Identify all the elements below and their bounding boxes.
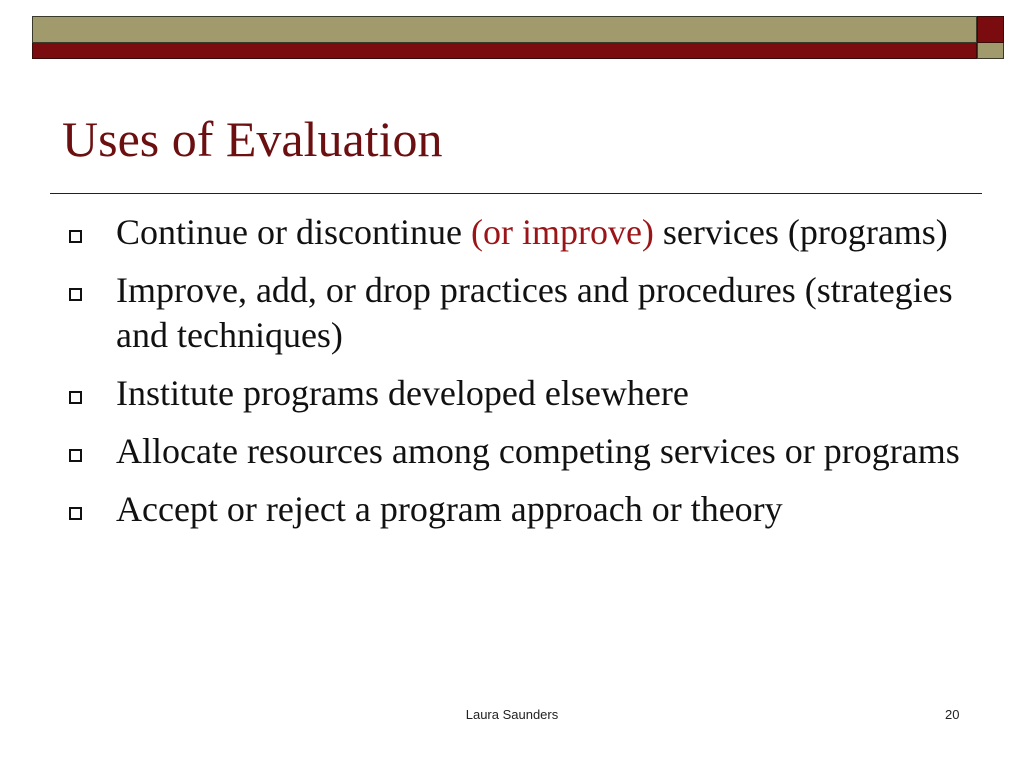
- bullet-item: [62, 429, 982, 474]
- bullet-text-after: services (programs): [653, 212, 948, 252]
- footer-author: Laura Saunders: [465, 707, 559, 722]
- bullet-item: [62, 371, 982, 416]
- bullet-text: Improve, add, or drop practices and procedures (strategies and techniques): [116, 270, 953, 355]
- square-bullet-icon: [69, 288, 82, 301]
- bullet-text: Continue or discontinue: [116, 212, 471, 252]
- bullet-item: [62, 210, 982, 255]
- bullet-text: Allocate resources among competing services or programs: [116, 431, 960, 471]
- bullet-text: Institute programs developed elsewhere: [116, 373, 689, 413]
- bullet-list: [62, 210, 982, 545]
- bullet-accent-text: (or improve): [470, 212, 654, 252]
- square-bullet-icon: [69, 391, 82, 404]
- bullet-item: [62, 487, 982, 532]
- header-corner-square-maroon: [977, 16, 1004, 43]
- square-bullet-icon: [69, 449, 82, 462]
- title-divider: [50, 193, 982, 194]
- bullet-item: [62, 268, 982, 358]
- bullet-text: Accept or reject a program approach or theory: [116, 489, 783, 529]
- header-band-maroon: [32, 43, 977, 59]
- slide-title: Uses of Evaluation: [62, 111, 443, 167]
- header-band-olive: [32, 16, 977, 43]
- square-bullet-icon: [69, 230, 82, 243]
- slide-number: 20: [945, 707, 960, 722]
- header-corner-square-olive: [977, 43, 1004, 59]
- square-bullet-icon: [69, 507, 82, 520]
